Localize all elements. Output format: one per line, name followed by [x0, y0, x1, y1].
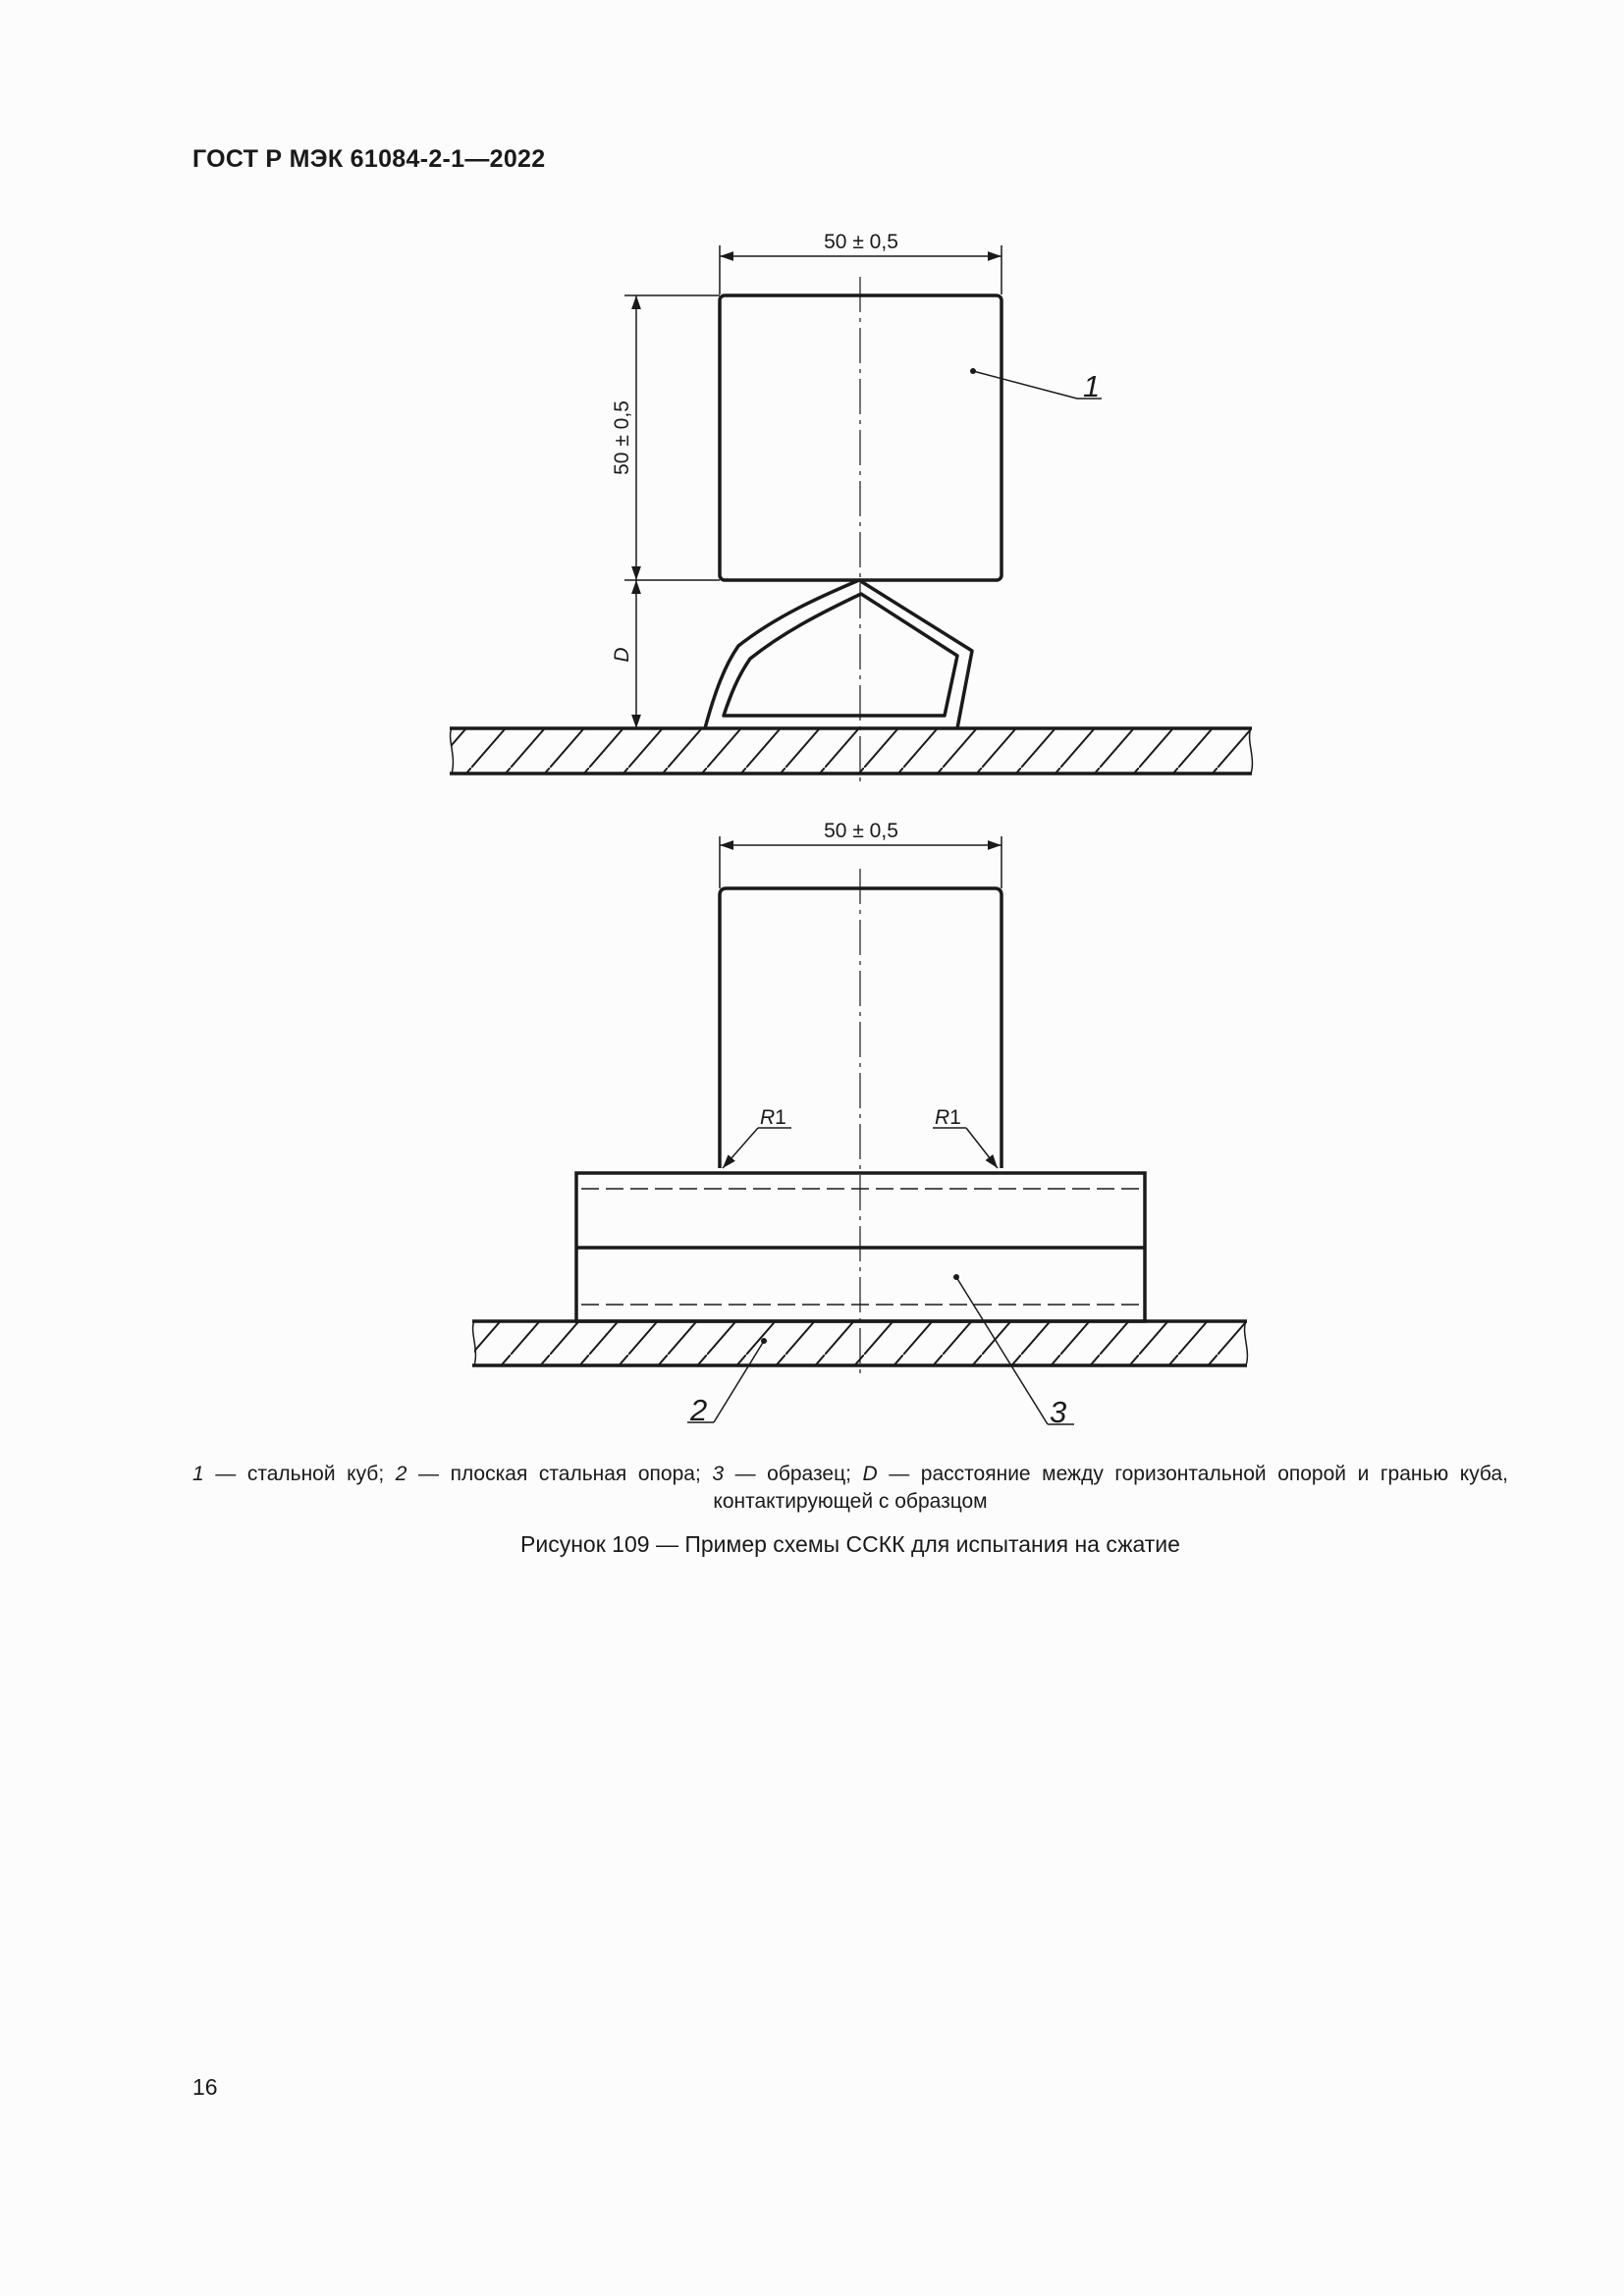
- bottom-view: [472, 820, 1247, 1429]
- top-height-dimension-label: 50 ± 0,5: [611, 400, 633, 475]
- legend-text-2: — плоская стальная опора;: [406, 1463, 713, 1485]
- legend-text-1: — стальной куб;: [203, 1463, 396, 1485]
- specimen-profile-inner: [724, 594, 957, 716]
- legend-text-d: — расстояние между горизонтальной опорой и гранью куба,: [877, 1463, 1508, 1485]
- callout-1-leader: [973, 371, 1077, 399]
- bottom-width-dimension-label: 50 ± 0,5: [824, 820, 898, 842]
- radius-left-leader: [723, 1128, 758, 1168]
- legend-key-d: D: [862, 1463, 878, 1485]
- radius-right-value: 1: [949, 1106, 961, 1129]
- figure-legend: [192, 1461, 1508, 1516]
- radius-right-label: [935, 1106, 961, 1129]
- legend-key-3: 3: [712, 1463, 725, 1485]
- callout-2-label: 2: [690, 1393, 708, 1427]
- radius-left-letter: R: [760, 1106, 776, 1129]
- legend-line-1: [192, 1461, 1508, 1488]
- specimen-profile-outer: [705, 580, 972, 728]
- legend-line-2: контактирующей с образцом: [713, 1490, 988, 1513]
- document-header: ГОСТ Р МЭК 61084-2-1—2022: [192, 145, 546, 173]
- radius-left-value: 1: [775, 1106, 786, 1129]
- radius-right-letter: R: [935, 1106, 950, 1129]
- top-view: [450, 231, 1252, 785]
- top-base-plate-hatch: [452, 728, 1252, 774]
- top-width-dimension-label: 50 ± 0,5: [824, 231, 898, 253]
- radius-right-leader: [966, 1128, 998, 1168]
- gap-dimension-label: D: [611, 647, 633, 663]
- callout-1-label: 1: [1083, 369, 1101, 403]
- page-number: 16: [192, 2074, 218, 2100]
- legend-key-2: 2: [395, 1463, 407, 1485]
- legend-key-1: 1: [192, 1463, 204, 1485]
- radius-left-label: [760, 1106, 786, 1129]
- callout-3-label: 3: [1050, 1395, 1067, 1429]
- figure-caption: Рисунок 109 — Пример схемы ССКК для испытания на сжатие: [520, 1531, 1180, 1557]
- legend-text-3: — образец;: [724, 1463, 863, 1485]
